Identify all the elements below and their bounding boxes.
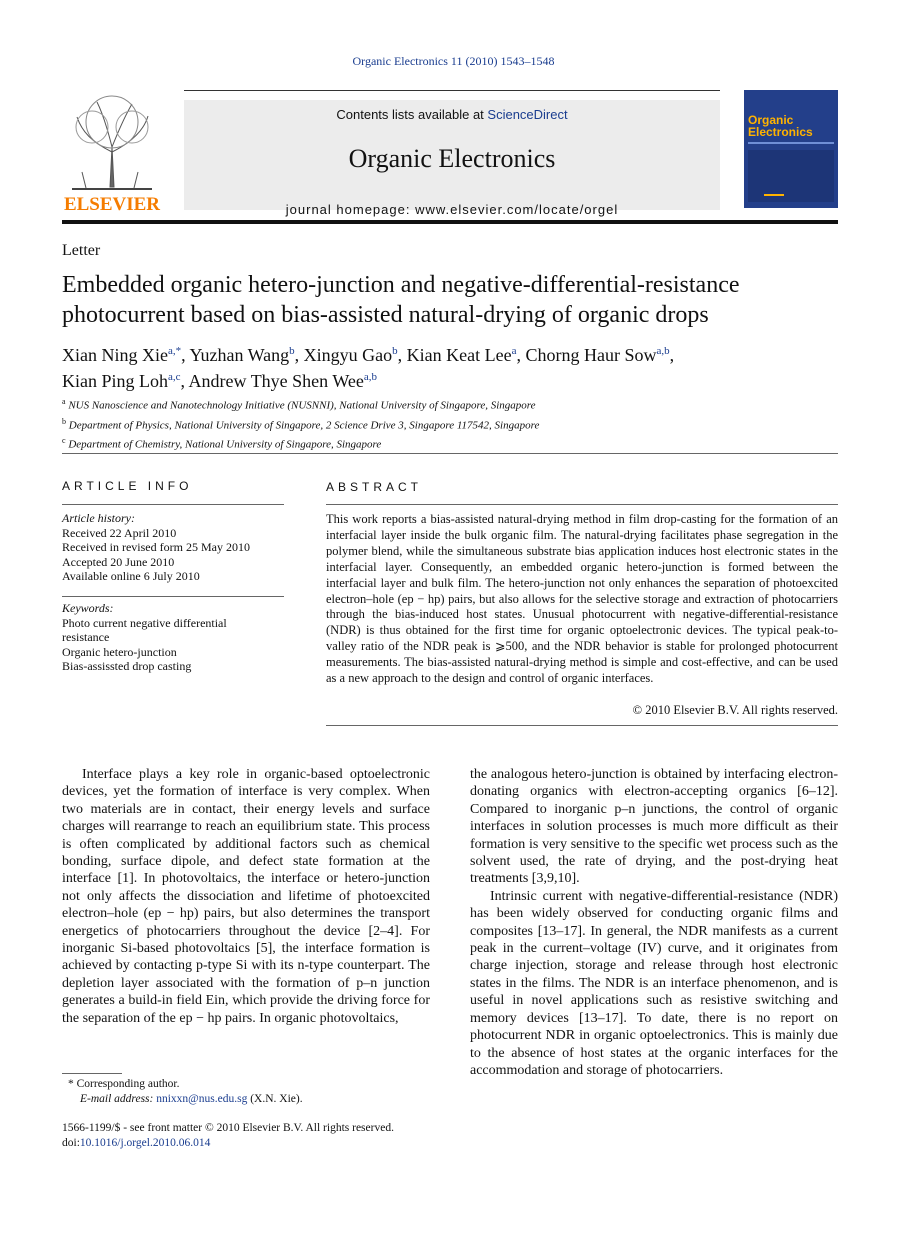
article-section: Letter: [62, 242, 101, 259]
divider: [62, 504, 284, 505]
article-info-heading: ARTICLE INFO: [62, 479, 193, 493]
doi-link[interactable]: 10.1016/j.orgel.2010.06.014: [79, 1137, 211, 1149]
affiliation-item: $^a$ NUS Nanoscience and Nanotechnology Initiative (NUSNNI), National University of Singapore, Singapore: [62, 397, 536, 412]
journal-name: Organic Electronics: [348, 144, 556, 173]
sciencedirect-link[interactable]: ScienceDirect: [487, 107, 568, 122]
history-label: Article history:: [62, 511, 135, 525]
divider: [326, 504, 838, 505]
author-affiliation-sup[interactable]: a,b: [656, 345, 670, 357]
author-name[interactable]: Chorng Haur Sow: [525, 345, 657, 365]
author-affiliation-sup[interactable]: a,*: [167, 345, 182, 357]
author-name[interactable]: Kian Keat Lee: [406, 345, 512, 365]
journal-homepage: [184, 202, 720, 217]
journal-header: [62, 90, 838, 217]
body-paragraph: the analogous hetero-junction is obtained by interfacing electron-donating organics with electron-accepting organics [6–12]. Compared to inorganic p–n junctions, the control of organic interfaces in solution processes is much more difficult as their formation is very sensitive to the specific wet process such as the solvent used, the rate of drying, and the post-drying heat treatments [3,9,10].: [470, 767, 838, 887]
divider: [62, 596, 284, 597]
cover-title-line1: Organic: [748, 113, 794, 127]
email-suffix: (X.N. Xie).: [247, 1093, 303, 1105]
abstract-copyright: © 2010 Elsevier B.V. All rights reserved.: [632, 703, 838, 717]
email-link[interactable]: nnixxn@nus.edu.sg: [156, 1093, 248, 1105]
elsevier-logo[interactable]: [62, 92, 162, 212]
history-item: Received 22 April 2010: [62, 525, 177, 540]
divider: [326, 725, 838, 726]
keyword-item: Photo current negative differential: [62, 615, 227, 630]
article-history: [62, 511, 284, 584]
journal-reference[interactable]: Organic Electronics 11 (2010) 1543–1548: [352, 54, 555, 68]
article-title: [62, 270, 838, 330]
history-item: Accepted 20 June 2010: [62, 554, 175, 569]
elsevier-tree-icon: [62, 92, 162, 212]
email-note: [80, 1092, 303, 1107]
header-top-rule: [184, 90, 720, 91]
author-name[interactable]: Kian Ping Loh: [62, 371, 168, 391]
author-list: Xian Ning Xie$^{a,*}$, Yuzhan Wang$^b$, Xingyu Gao$^b$, Kian Keat Lee$^a$, Chorng Haur Sow$^{a,b}$, Kian Ping Loh$^{a,c}$, Andrew Thye Shen Wee$^{a,b}$: [62, 345, 675, 391]
author-affiliation-sup[interactable]: a,c: [168, 371, 181, 383]
contents-line: [184, 107, 720, 122]
author-name[interactable]: Andrew Thye Shen Wee: [188, 371, 364, 391]
affiliation-item: $^c$ Department of Chemistry, National University of Singapore, Singapore: [62, 436, 382, 451]
contents-prefix: Contents lists available at: [336, 107, 488, 122]
journal-cover-image[interactable]: [744, 90, 838, 208]
history-item: Available online 6 July 2010: [62, 569, 200, 583]
doi-line: [62, 1136, 210, 1151]
history-item: Received in revised form 25 May 2010: [62, 540, 250, 554]
issn-line: 1566-1199/$ - see front matter © 2010 Elsevier B.V. All rights reserved.: [62, 1122, 394, 1134]
author-affiliation-sup[interactable]: a: [511, 345, 517, 357]
keywords-label: Keywords:: [62, 601, 114, 615]
body-column-left: [62, 766, 430, 1027]
header-bottom-rule: [62, 220, 838, 224]
abstract-text: This work reports a bias-assisted natural-drying method in film drop-casting for the formation of an interfacial layer inside the bulk organic film. The natural-drying facilitates phase segregation in the polymer blend, while the simultaneous substrate bias application induces host electronic states in the interfacial layer. Consequently, an embedded organic hetero-junction is formed between the interfacial layer and bulk film. The hetero-junction not only enhances the separation of photoexcited electron–hole (ep − hp) pairs, but also allows for the selective storage and extraction of photocarriers through the bias-induced host states. Unusual photocurrent with negative-differential-resistance (NDR) is thus obtained for the first time for organic optoelectronic devices. The typical peak-to-valley ratio of the NDR peak is ⩾500, and the NDR behavior is stable for prolonged photocurrent measurements. The bias-assisted natural-drying method is simple and cost-effective, and can be used as a new approach to the design and control of organic interfaces.: [326, 512, 838, 686]
author-affiliation-sup[interactable]: b: [289, 345, 295, 357]
cover-title-line2: Electronics: [748, 125, 813, 139]
body-paragraph: Intrinsic current with negative-differential-resistance (NDR) has been widely observed for conducting organic films and composites [13–17]. In general, the NDR manifests as a current peak in the current–voltage (IV) curve, and it originates from charge injection, storage and release through host electronic states in the films. The NDR is an interface phenomenon, and is useful in novel applications such as resistive switching and memory devices [13–17]. To date, there is no report on photocurrent NDR in organic optoelectronics. This is mainly due to the absence of host states at the organic interfaces for the accommodation and storage of photocarriers.: [470, 888, 838, 1078]
author-name[interactable]: Xian Ning Xie: [62, 345, 168, 365]
keywords: [62, 601, 284, 674]
divider: [62, 453, 838, 454]
email-label: E-mail address:: [80, 1093, 157, 1105]
svg-text:ELSEVIER: ELSEVIER: [63, 194, 161, 212]
affiliation-item: $^b$ Department of Physics, National University of Singapore, 2 Science Drive 3, Singapore 117542, Singapore: [62, 416, 540, 432]
author-name[interactable]: Yuzhan Wang: [189, 345, 290, 365]
abstract-heading: ABSTRACT: [326, 480, 423, 494]
title-line-2: photocurrent based on bias-assisted natural-drying of organic drops: [62, 302, 709, 328]
footnote-rule: [62, 1073, 122, 1074]
author-name[interactable]: Xingyu Gao: [303, 345, 393, 365]
homepage-prefix: journal homepage:: [285, 202, 416, 217]
body-paragraph: Interface plays a key role in organic-based optoelectronic devices, yet the formation of interface is very complex. When two materials are in contact, their energy levels and surface charges will rearrange to reach an equilibrium state. This process is often complicated by additional factors such as chemical bonding, surface dipole, and defect state formation at the interface [1]. In photovoltaics, the interface or hetero-junction not only affects the dissociation and lifetime of photoexcited electron–hole (ep − hp) pairs, but also determines the transport energetics of photocarriers throughout the device [2–4]. For inorganic Si-based photovoltaics [5], the interface formation is achieved by contacting p-type Si with its n-type counterpart. The depletion layer associated with the formation of p–n junction generates a build-in field Ein, which provide the driving force for the separation of the ep − hp pairs. In organic photovoltaics,: [62, 767, 430, 1026]
homepage-url[interactable]: www.elsevier.com/locate/orgel: [415, 202, 619, 217]
title-line-1: Embedded organic hetero-junction and negative-differential-resistance: [62, 272, 740, 298]
body-column-right: [470, 766, 838, 1079]
doi-prefix: doi:: [62, 1137, 80, 1149]
corresponding-author-note: * Corresponding author.: [68, 1078, 180, 1090]
header-title-box: [184, 100, 720, 217]
author-affiliation-sup[interactable]: a,b: [363, 371, 378, 383]
author-affiliation-sup[interactable]: b: [392, 345, 398, 357]
keyword-item: resistance: [62, 630, 110, 644]
keyword-item: Bias-assissted drop casting: [62, 659, 192, 673]
affiliation-list: [62, 394, 838, 453]
keyword-item: Organic hetero-junction: [62, 644, 177, 659]
